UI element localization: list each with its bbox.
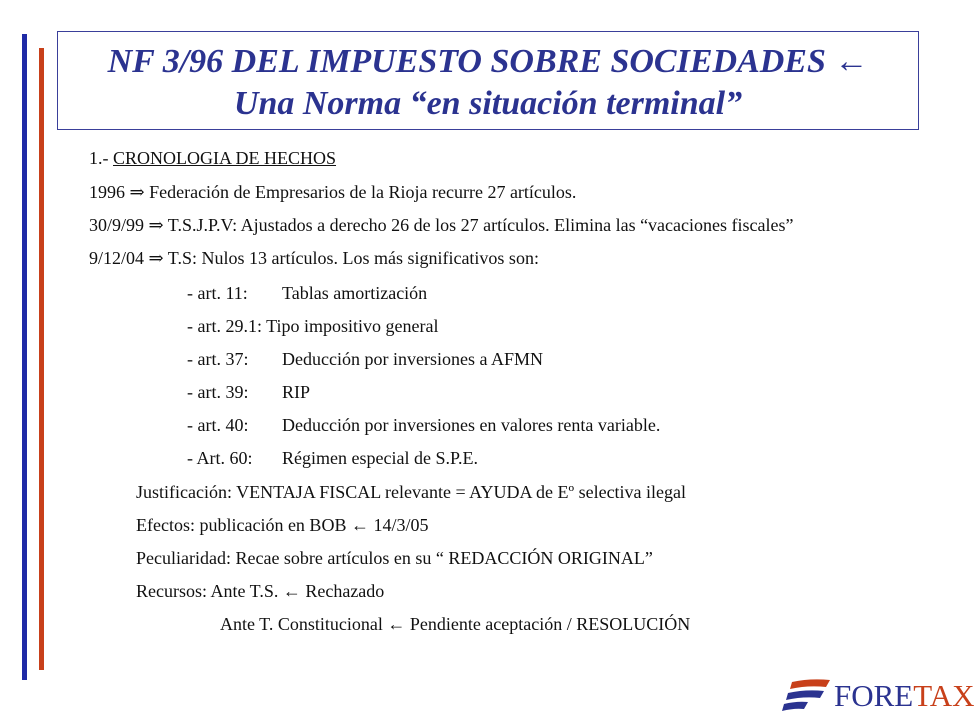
event-date: 1996 [89, 182, 125, 202]
article-ref: - art. 29.1: [187, 316, 262, 336]
event-line [89, 246, 539, 270]
article-desc: Deducción por inversiones a AFMN [282, 349, 543, 369]
article-ref: - Art. 60: [187, 448, 253, 468]
efectos-line [136, 513, 428, 537]
title-main: NF 3/96 DEL IMPUESTO SOBRE SOCIEDADES [107, 43, 826, 80]
event-text: T.S.J.P.V: Ajustados a derecho 26 de los 27 artículos. Elimina las “vacaciones fiscales” [167, 215, 794, 235]
article-ref: - art. 37: [187, 349, 249, 369]
left-accent-bar-red [39, 48, 44, 670]
section-number: 1.- [89, 148, 109, 168]
article-desc: RIP [282, 382, 311, 402]
article-desc: Tipo impositivo general [266, 316, 439, 336]
title-line-1 [58, 42, 918, 82]
efectos-text: Efectos: publicación en BOB [136, 515, 347, 535]
constitucional-line [220, 612, 690, 636]
left-accent-bar-blue [22, 34, 27, 680]
article-desc: Tablas amortización [282, 283, 428, 303]
recursos-line [136, 579, 384, 603]
left-arrow-icon: ← [350, 515, 369, 535]
article-item [187, 347, 543, 371]
foretax-logo [782, 676, 974, 716]
implies-arrow-icon: ⇒ [148, 248, 164, 268]
article-ref: - art. 39: [187, 382, 249, 402]
implies-arrow-icon: ⇒ [148, 215, 164, 235]
article-item [187, 413, 660, 437]
foretax-logo-text [834, 678, 974, 714]
logo-part-fore: FORE [834, 678, 914, 713]
section-heading [89, 146, 336, 170]
event-line [89, 180, 576, 204]
justificacion-line: Justificación: VENTAJA FISCAL relevante = AYUDA de Eº selectiva ilegal [136, 482, 687, 502]
left-arrow-icon: ← [834, 43, 869, 80]
implies-arrow-icon: ⇒ [129, 182, 145, 202]
article-item [187, 281, 427, 305]
logo-part-tax: TAX [913, 678, 974, 713]
foretax-logo-icon [782, 676, 832, 716]
title-line-2: Una Norma “en situación terminal” [233, 85, 743, 122]
peculiaridad-line: Peculiaridad: Recae sobre artículos en su “ REDACCIÓN ORIGINAL” [136, 548, 653, 568]
event-text: Federación de Empresarios de la Rioja recurre 27 artículos. [149, 182, 577, 202]
left-arrow-icon: ← [282, 581, 301, 601]
recursos-text: Recursos: Ante T.S. [136, 581, 279, 601]
event-text: T.S: Nulos 13 artículos. Los más significativos son: [167, 248, 539, 268]
recursos-result: Rechazado [305, 581, 385, 601]
efectos-date: 14/3/05 [373, 515, 429, 535]
event-date: 9/12/04 [89, 248, 145, 268]
constitucional-text: Ante T. Constitucional [220, 614, 383, 634]
article-ref: - art. 11: [187, 283, 248, 303]
event-date: 30/9/99 [89, 215, 145, 235]
article-ref: - art. 40: [187, 415, 249, 435]
article-desc: Deducción por inversiones en valores renta variable. [282, 415, 661, 435]
article-item [187, 446, 478, 470]
left-arrow-icon: ← [387, 614, 406, 634]
title-box [57, 31, 919, 130]
constitucional-result: Pendiente aceptación / RESOLUCIÓN [409, 614, 691, 634]
article-item [187, 380, 310, 404]
event-line [89, 213, 793, 237]
article-item [187, 314, 439, 338]
section-title: CRONOLOGIA DE HECHOS [113, 148, 337, 168]
article-desc: Régimen especial de S.P.E. [282, 448, 478, 468]
